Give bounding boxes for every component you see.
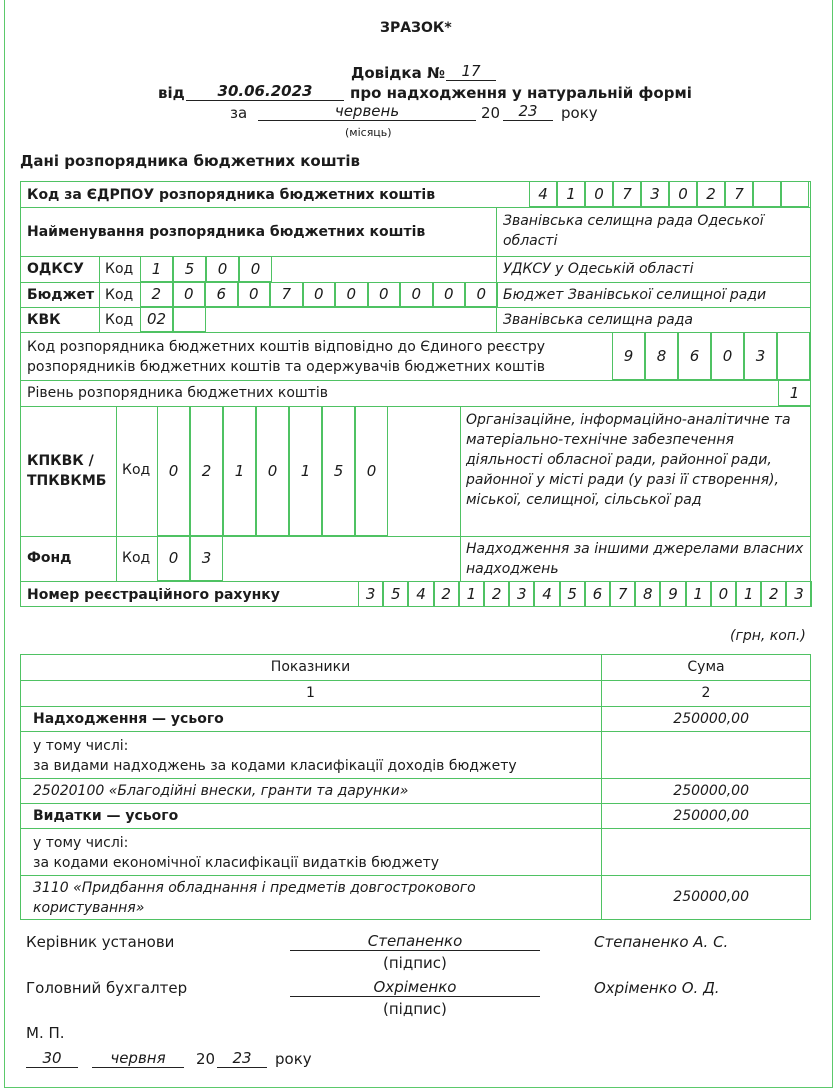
budget-digit: 0 xyxy=(368,282,401,307)
budget-code-label: Код xyxy=(105,287,134,303)
budget-digit: 7 xyxy=(270,282,303,307)
odksu-digit: 0 xyxy=(239,256,272,282)
stamp-place: М. П. xyxy=(26,1024,65,1042)
account-digit: 0 xyxy=(711,581,736,607)
edrpou-digit: 7 xyxy=(725,181,753,207)
budget-digit: 0 xyxy=(335,282,368,307)
account-digit: 3 xyxy=(509,581,534,607)
including-label-2: у тому числі: xyxy=(33,835,129,851)
table-row-equipment xyxy=(33,878,476,918)
fund-value: Надходження за іншими джерелами власних надходжень xyxy=(466,541,804,577)
registry-digit xyxy=(777,332,810,380)
level-value: 1 xyxy=(778,380,811,406)
cert-number: 17 xyxy=(446,62,496,81)
fund-digit: 0 xyxy=(157,536,190,581)
for-label: за xyxy=(230,104,248,122)
budget-digit: 2 xyxy=(140,282,173,307)
account-digit: 1 xyxy=(459,581,484,607)
col-number-2: 2 xyxy=(701,685,711,701)
registry-digit: 3 xyxy=(744,332,777,380)
account-label: Номер реєстраційного рахунку xyxy=(27,587,280,603)
head-sign-caption: (підпис) xyxy=(383,954,447,972)
equipment-label-line2: користування» xyxy=(33,900,145,916)
budget-digit: 0 xyxy=(303,282,336,307)
head-label: Керівник установи xyxy=(26,933,175,951)
edrpou-digit: 1 xyxy=(557,181,585,207)
kpkvk-digit: 1 xyxy=(289,406,322,536)
name-label: Найменування розпорядника бюджетних коштів xyxy=(27,224,426,240)
year-label: року xyxy=(561,104,598,122)
budget-value: Бюджет Званівської селищної ради xyxy=(503,287,767,303)
table-row-income-total: Надходження — усього xyxy=(33,711,224,727)
sign-day: 30 xyxy=(26,1049,78,1068)
kvk-digit xyxy=(173,307,206,332)
edrpou-digit: 0 xyxy=(669,181,697,207)
month-value: червень xyxy=(258,102,476,121)
budget-digit: 0 xyxy=(433,282,466,307)
cert-subject: про надходження у натуральній формі xyxy=(350,84,692,102)
equipment-value: 250000,00 xyxy=(673,889,749,905)
account-digit: 6 xyxy=(585,581,610,607)
equipment-label-line1: 3110 «Придбання обладнання і предметів довгострокового xyxy=(33,880,476,896)
accountant-label: Головний бухгалтер xyxy=(26,979,188,997)
kpkvk-digit: 0 xyxy=(157,406,190,536)
edrpou-digit: 7 xyxy=(613,181,641,207)
edrpou-digit: 3 xyxy=(641,181,669,207)
income-classification-label: за видами надходжень за кодами класифікації доходів бюджету xyxy=(33,758,517,774)
col-indicators-header: Показники xyxy=(270,659,351,675)
registry-digit: 8 xyxy=(645,332,678,380)
accountant-signature: Охріменко xyxy=(290,978,540,997)
edrpou-digit: 2 xyxy=(697,181,725,207)
budget-digit: 0 xyxy=(465,282,498,307)
kpkvk-code-label: Код xyxy=(122,462,151,478)
sign-year-label: року xyxy=(275,1050,312,1068)
cert-label: Довідка № xyxy=(351,64,445,82)
registry-digit: 6 xyxy=(678,332,711,380)
kvk-code-label: Код xyxy=(105,312,134,328)
edrpou-digit: 4 xyxy=(529,181,557,207)
fund-digit: 3 xyxy=(190,536,223,581)
account-digit: 5 xyxy=(383,581,408,607)
kpkvk-digit: 0 xyxy=(355,406,388,536)
edrpou-label: Код за ЄДРПОУ розпорядника бюджетних коштів xyxy=(27,187,436,203)
kvk-digit: 02 xyxy=(140,307,173,332)
budget-digit: 6 xyxy=(205,282,238,307)
kpkvk-digit: 1 xyxy=(223,406,256,536)
registry-label: Код розпорядника бюджетних коштів відповідно до Єдиного реєстру розпорядників бюджетних коштів та одержувачів бюджетних коштів xyxy=(27,339,546,375)
budget-digit: 0 xyxy=(173,282,206,307)
section-title: Дані розпорядника бюджетних коштів xyxy=(20,152,360,170)
expense-classification-label: за кодами економічної класифікації видатків бюджету xyxy=(33,855,440,871)
year-prefix: 20 xyxy=(481,104,501,122)
kpkvk-digit: 5 xyxy=(322,406,355,536)
account-digit: 3 xyxy=(358,581,383,607)
odksu-value: УДКСУ у Одеській області xyxy=(503,261,694,277)
month-caption: (місяць) xyxy=(345,126,392,139)
accountant-sign-caption: (підпис) xyxy=(383,1000,447,1018)
account-digit: 4 xyxy=(408,581,433,607)
cert-date: 30.06.2023 xyxy=(186,82,344,101)
kpkvk-value: Організаційне, інформаційно-аналітичне та матеріально-технічне забезпечення діяльності обласної ради, районної ради, районної у місті ради (у разі її створення), міської, селищної, сільської рад xyxy=(466,412,791,508)
registry-digit: 0 xyxy=(711,332,744,380)
table-row-expenses-total: Видатки — усього xyxy=(33,808,179,824)
col-sum-header: Сума xyxy=(687,659,725,675)
odksu-digit: 1 xyxy=(140,256,173,282)
expenses-total-value: 250000,00 xyxy=(673,808,749,824)
from-label: від xyxy=(158,84,185,102)
edrpou-digit: 0 xyxy=(585,181,613,207)
table-row-income-breakdown xyxy=(33,736,517,776)
head-name: Степаненко А. С. xyxy=(594,933,729,951)
odksu-code-label: Код xyxy=(105,261,134,277)
name-value: Званівська селищна рада Одеської області xyxy=(503,213,764,249)
level-label: Рівень розпорядника бюджетних коштів xyxy=(27,385,328,401)
account-digit: 5 xyxy=(560,581,585,607)
edrpou-digit xyxy=(753,181,781,207)
account-digit: 9 xyxy=(660,581,685,607)
edrpou-digit xyxy=(781,181,809,207)
kpkvk-digit: 0 xyxy=(256,406,289,536)
kvk-value: Званівська селищна рада xyxy=(503,312,693,328)
account-digit: 8 xyxy=(635,581,660,607)
budget-label: Бюджет xyxy=(27,287,95,303)
account-digit: 1 xyxy=(686,581,711,607)
including-label: у тому числі: xyxy=(33,738,129,754)
income-total-value: 250000,00 xyxy=(673,711,749,727)
fund-code-label: Код xyxy=(122,550,151,566)
accountant-name: Охріменко О. Д. xyxy=(594,979,720,997)
budget-digit: 0 xyxy=(238,282,271,307)
registry-digit: 9 xyxy=(612,332,645,380)
odksu-label: ОДКСУ xyxy=(27,261,84,277)
account-digit: 2 xyxy=(484,581,509,607)
charity-value: 250000,00 xyxy=(673,783,749,799)
units-note: (грн, коп.) xyxy=(730,628,806,644)
kvk-label: КВК xyxy=(27,312,61,328)
account-digit: 1 xyxy=(736,581,761,607)
account-digit: 3 xyxy=(786,581,811,607)
table-row-charity: 25020100 «Благодійні внески, гранти та дарунки» xyxy=(33,783,409,799)
sample-title: ЗРАЗОК* xyxy=(380,20,452,36)
col-number-1: 1 xyxy=(306,685,315,701)
fund-label: Фонд xyxy=(27,550,72,566)
budget-digit: 0 xyxy=(400,282,433,307)
table-row-expenses-breakdown xyxy=(33,833,439,873)
year-suffix: 23 xyxy=(503,102,553,121)
kpkvk-digit: 2 xyxy=(190,406,223,536)
account-digit: 4 xyxy=(534,581,559,607)
odksu-digit: 0 xyxy=(206,256,239,282)
account-digit: 7 xyxy=(610,581,635,607)
sign-year-suffix: 23 xyxy=(217,1049,267,1068)
sign-year-prefix: 20 xyxy=(196,1050,216,1068)
account-digit: 2 xyxy=(434,581,459,607)
sign-month: червня xyxy=(92,1049,184,1068)
account-digit: 2 xyxy=(761,581,786,607)
odksu-digit: 5 xyxy=(173,256,206,282)
kpkvk-label: КПКВК / ТПКВКМБ xyxy=(27,453,107,489)
head-signature: Степаненко xyxy=(290,932,540,951)
